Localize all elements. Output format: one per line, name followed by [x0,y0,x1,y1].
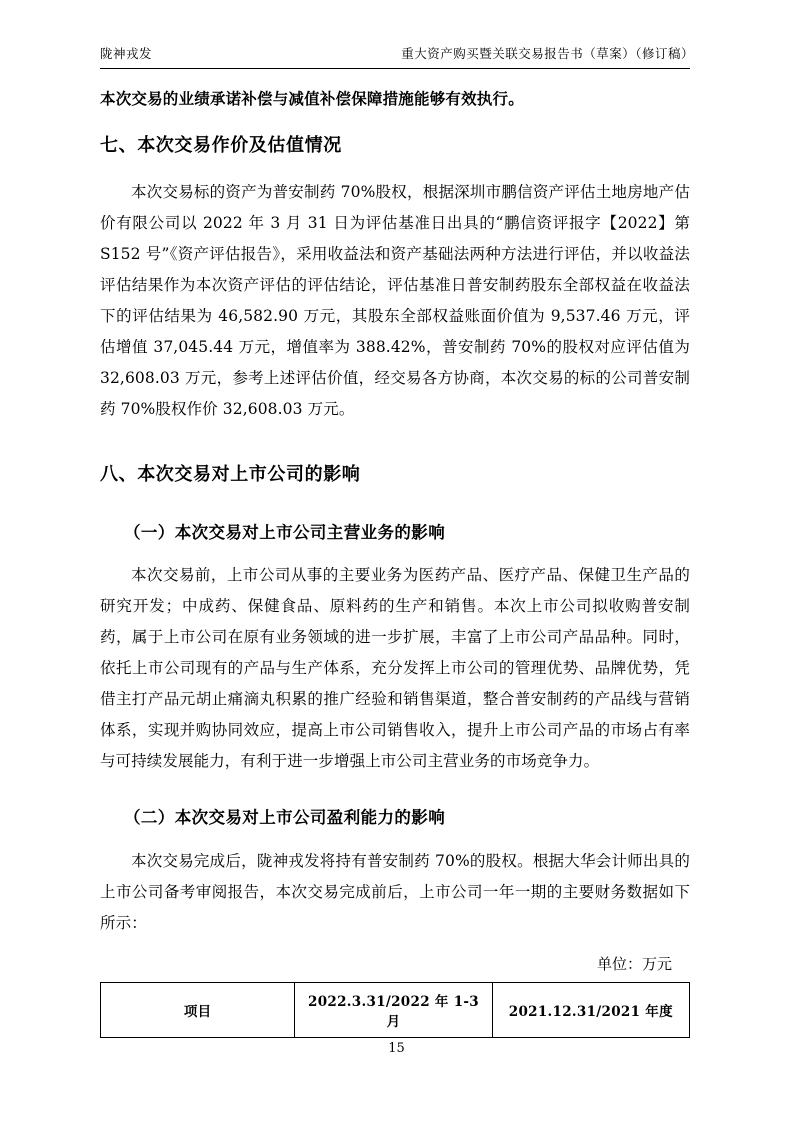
section-spacer [100,439,690,461]
page-number: 15 [388,1041,405,1056]
subsection-one-paragraph-1: 本次交易前，上市公司从事的主要业务为医药产品、医疗产品、保健卫生产品的研究开发；中成药、保健食品、原料药的生产和销售。本次上市公司拟收购普安制药，属于上市公司在原有业务领域的进一步扩展，丰富了上市公司产品品种。同时，依托上市公司现有的产品与生产体系，充分发挥上市公司的管理优势、品牌优势，凭借主打产品元胡止痛滴丸积累的推广经验和销售渠道，整合普安制药的产品线与营销体系，实现并购协同效应，提高上市公司销售收入，提升上市公司产品的市场占有率与可持续发展能力，有利于进一步增强上市公司主营业务的市场竞争力。 [100,566,690,771]
subsection-heading-two: （二）本次交易对上市公司盈利能力的影响 [124,808,446,828]
section-seven-paragraph-1: 本次交易标的资产为普安制药 70%股权，根据深圳市鹏信资产评估土地房地产估价有限公司以 2022 年 3 月 31 日为评估基准日出具的“鹏信资评报字【2022】第 S152 号”《资产评估报告》，采用收益法和资产基础法两种方法进行评估，并以收益法评估结果作为本次资产评估的评估结论，评估基准日普安制药股东全部权益在收益法下的评估结果为 46,582.90 万元，其股东全部权益账面价值为 9,537.46 万元，评估增值 37,045.44 万元，增值率为 388.42%，普安制药 70%的股权对应评估值为 32,608.03 万元，参考上述评估价值，经交易各方协商，本次交易的标的公司普安制药 70%股权作价 32,608.03 万元。 [100,182,690,418]
page-content [100,44,694,1038]
table-header-row [101,982,690,1037]
header-company-name: 陇神戎发 [100,46,153,61]
table-unit-label: 单位：万元 [596,954,672,973]
table-column-header-period-current: 2022.3.31/2022 年 1-3 月 [295,982,492,1037]
page-header [100,44,694,67]
financial-data-table [100,982,690,1038]
subsection-heading-one: （一）本次交易对上市公司主营业务的影响 [124,522,446,542]
lead-paragraph: 本次交易的业绩承诺补偿与减值补偿保障措施能够有效执行。 [100,89,524,108]
header-document-title: 重大资产购买暨关联交易报告书（草案）（修订稿） [401,46,694,61]
header-divider [100,68,690,69]
subsection-two-paragraph-1: 本次交易完成后，陇神戎发将持有普安制药 70%的股权。根据大华会计师出具的上市公司备考审阅报告，本次交易完成前后，上市公司一年一期的主要财务数据如下所示： [100,851,690,932]
subsection-spacer-1 [100,506,690,520]
section-heading-seven: 七、本次交易作价及估值情况 [100,135,342,157]
section-heading-eight: 八、本次交易对上市公司的影响 [100,463,361,485]
table-column-header-item: 项目 [101,982,295,1037]
subsection-spacer-2 [100,791,690,805]
table-column-header-period-prior: 2021.12.31/2021 年度 [492,982,689,1037]
